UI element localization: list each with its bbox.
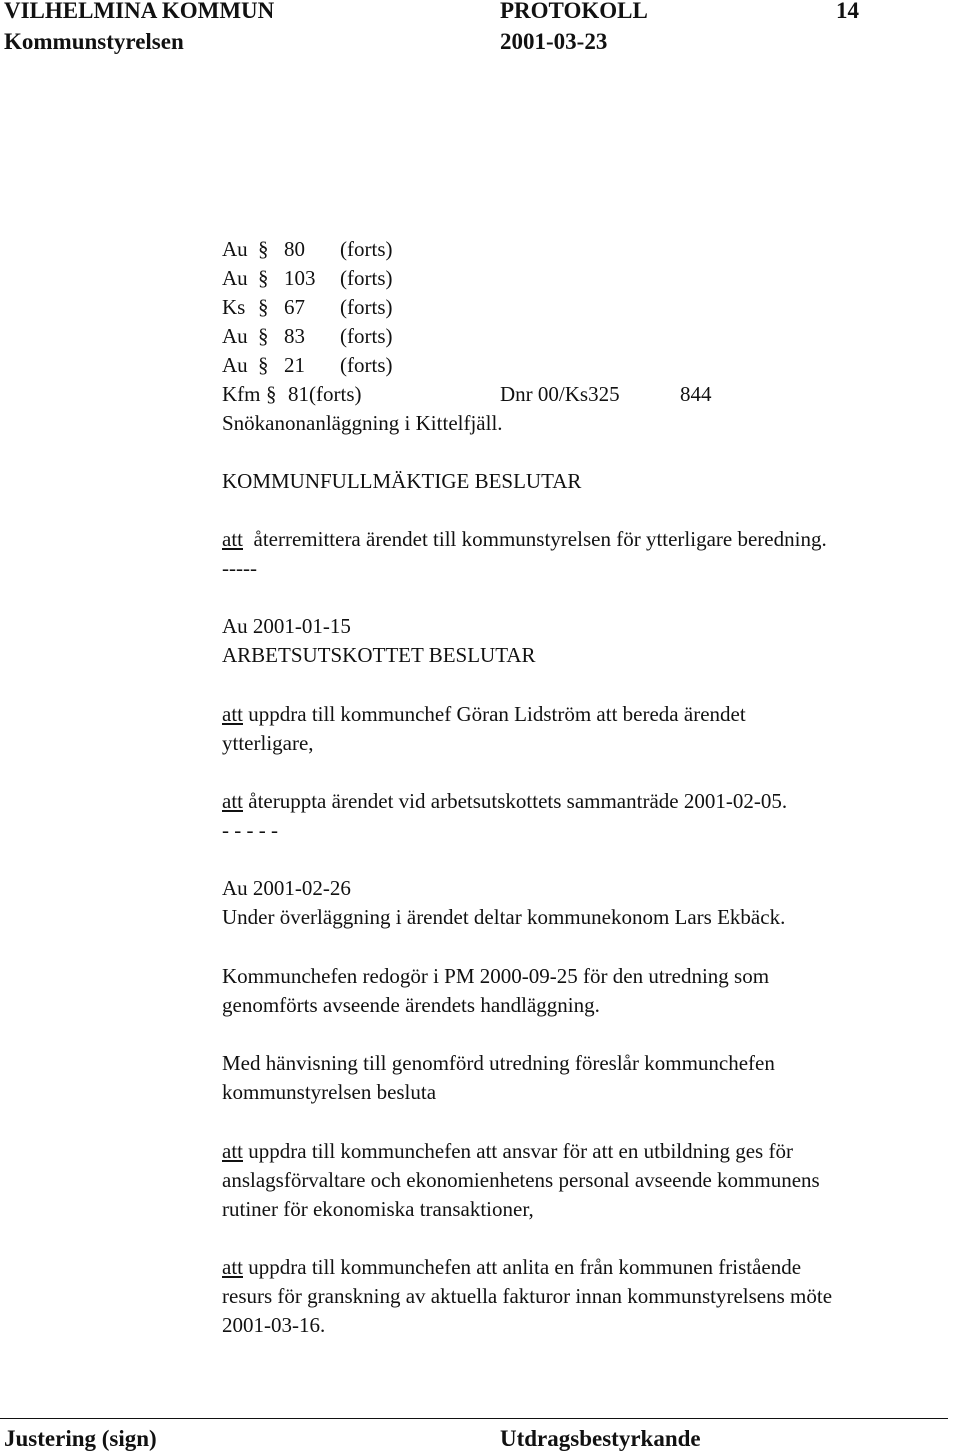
proposal-item: resurs för granskning av aktuella fakturor innan kommunstyrelsens möte (222, 1284, 833, 1308)
reference-number: 67 (284, 295, 305, 319)
att-keyword: att (222, 789, 243, 813)
separator: - - - - - (222, 818, 278, 842)
reference-note: (forts) (340, 324, 393, 348)
org-name: VILHELMINA KOMMUN (4, 0, 275, 23)
section-sign: § (258, 324, 269, 348)
reference-number: 80 (284, 237, 305, 261)
report-text: genomförts avseende ärendets handläggning. (222, 993, 600, 1017)
proposal-text: kommunstyrelsen besluta (222, 1080, 437, 1104)
section-sign: § (258, 295, 269, 319)
proposal-text: Med hänvisning till genomförd utredning föreslår kommunchefen (222, 1051, 775, 1075)
archive-code: 844 (680, 382, 712, 406)
decision-text: återuppta ärendet vid arbetsutskottets sammanträde 2001-02-05. (248, 789, 788, 813)
document-type: PROTOKOLL (500, 0, 648, 23)
meeting-reference: Au 2001-01-15 (222, 614, 351, 638)
proposal-item: 2001-03-16. (222, 1313, 326, 1337)
reference-body: Au (222, 237, 248, 261)
reference-body: Kfm (222, 382, 261, 406)
reference-number: 81(forts) (288, 382, 362, 406)
section-sign: § (258, 237, 269, 261)
proposal-item: anslagsförvaltare och ekonomienhetens personal avseende kommunens (222, 1168, 820, 1192)
section-sign: § (258, 266, 269, 290)
reference-note: (forts) (340, 353, 393, 377)
document-date: 2001-03-23 (500, 29, 608, 54)
committee-heading: ARBETSUTSKOTTET BESLUTAR (222, 643, 536, 667)
decision-line (222, 787, 787, 816)
meeting-reference: Au 2001-02-26 (222, 876, 351, 900)
footer-rule (0, 1418, 948, 1419)
att-keyword: att (222, 527, 243, 551)
proposal-item (222, 1253, 801, 1282)
reference-number: 21 (284, 353, 305, 377)
reference-body: Au (222, 353, 248, 377)
footer-utdragsbestyrkande: Utdragsbestyrkande (500, 1426, 701, 1451)
reference-body: Au (222, 324, 248, 348)
section-sign: § (266, 382, 277, 406)
decision-text: återremittera ärendet till kommunstyrelsen för ytterligare beredning. (253, 527, 827, 551)
section-sign: § (258, 353, 269, 377)
reference-body: Au (222, 266, 248, 290)
decision-line: ytterligare, (222, 731, 314, 755)
reference-body: Ks (222, 295, 246, 319)
reference-note: (forts) (340, 266, 393, 290)
council-decision (222, 525, 827, 554)
participation-text: Under överläggning i ärendet deltar kommunekonom Lars Ekbäck. (222, 905, 786, 929)
report-text: Kommunchefen redogör i PM 2000-09-25 för den utredning som (222, 964, 770, 988)
att-keyword: att (222, 1255, 243, 1279)
decision-line (222, 700, 746, 729)
footer-justering: Justering (sign) (4, 1426, 157, 1451)
proposal-item (222, 1137, 793, 1166)
separator: ----- (222, 556, 257, 580)
att-keyword: att (222, 1139, 243, 1163)
council-heading: KOMMUNFULLMÄKTIGE BESLUTAR (222, 469, 582, 493)
decision-text: uppdra till kommunchef Göran Lidström att bereda ärendet (248, 702, 746, 726)
page-number: 14 (836, 0, 859, 23)
case-number: Dnr 00/Ks325 (500, 382, 620, 406)
reference-number: 103 (284, 266, 316, 290)
item-text: uppdra till kommunchefen att ansvar för att en utbildning ges för (248, 1139, 793, 1163)
item-text: uppdra till kommunchefen att anlita en från kommunen fristående (248, 1255, 802, 1279)
subject: Snökanonanläggning i Kittelfjäll. (222, 411, 503, 435)
body-name: Kommunstyrelsen (4, 29, 184, 54)
att-keyword: att (222, 702, 243, 726)
reference-note: (forts) (340, 295, 393, 319)
proposal-item: rutiner för ekonomiska transaktioner, (222, 1197, 534, 1221)
reference-note: (forts) (340, 237, 393, 261)
reference-number: 83 (284, 324, 305, 348)
